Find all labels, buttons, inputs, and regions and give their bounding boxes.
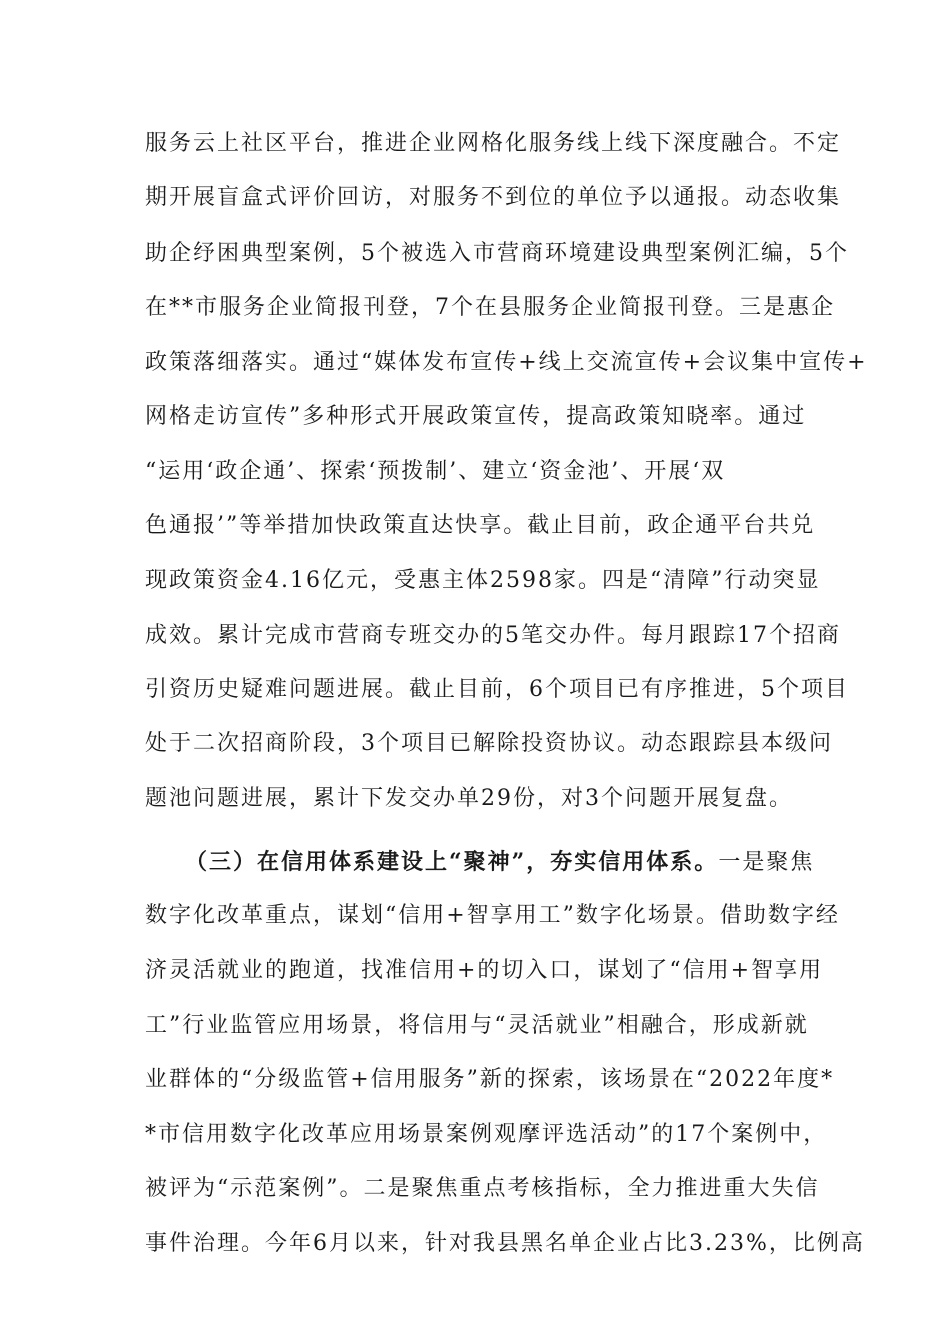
paragraph-line: 服务云上社区平台，推进企业网格化服务线上线下深度融合。不定 xyxy=(145,131,842,156)
paragraph-line: 工”行业监管应用场景，将信用与“灵活就业”相融合，形成新就 xyxy=(145,1013,809,1038)
paragraph-line: 期开展盲盒式评价回访，对服务不到位的单位予以通报。动态收集 xyxy=(145,185,842,210)
paragraph-line: *市信用数字化改革应用场景案例观摩评选活动”的17个案例中， xyxy=(145,1122,828,1147)
paragraph-line: “运用‘政企通’、探索‘预拨制’、建立‘资金池’、开展‘双 xyxy=(145,459,726,484)
paragraph-line: 题池问题进展，累计下发交办单29份，对3个问题开展复盘。 xyxy=(145,786,793,811)
paragraph-line: 政策落细落实。通过“媒体发布宣传+线上交流宣传+会议集中宣传+ xyxy=(145,350,868,375)
heading-line-rest: 一是聚焦 xyxy=(718,850,815,875)
paragraph-line: 引资历史疑难问题进展。截止目前，6个项目已有序推进，5个项目 xyxy=(145,677,849,702)
paragraph-line: 在**市服务企业简报刊登，7个在县服务企业简报刊登。三是惠企 xyxy=(145,295,835,320)
paragraph-line: 业群体的“分级监管+信用服务”新的探索，该场景在“2022年度* xyxy=(145,1067,835,1092)
paragraph-line: 济灵活就业的跑道，找准信用+的切入口，谋划了“信用+智享用 xyxy=(145,958,824,983)
paragraph-line: 成效。累计完成市营商专班交办的5笔交办件。每月跟踪17个招商 xyxy=(145,623,841,648)
paragraph-line: 被评为“示范案例”。二是聚焦重点考核指标，全力推进重大失信 xyxy=(145,1176,820,1201)
paragraph-line: 处于二次招商阶段，3个项目已解除投资协议。动态跟踪县本级问 xyxy=(145,731,833,756)
paragraph-line: 色通报’”等举措加快政策直达快享。截止目前，政企通平台共兑 xyxy=(145,513,816,538)
paragraph-line: 事件治理。今年6月以来，针对我县黑名单企业占比3.23%，比例高 xyxy=(145,1231,865,1256)
section-heading: （三）在信用体系建设上“聚神”，夯实信用体系。 xyxy=(185,849,719,875)
paragraph-line: 网格走访宣传”多种形式开展政策宣传，提高政策知晓率。通过 xyxy=(145,404,807,429)
paragraph-line: 数字化改革重点，谋划“信用+智享用工”数字化场景。借助数字经 xyxy=(145,903,840,928)
paragraph-line: 现政策资金4.16亿元，受惠主体2598家。四是“清障”行动突显 xyxy=(145,568,821,593)
paragraph-line: 助企纾困典型案例，5个被选入市营商环境建设典型案例汇编，5个 xyxy=(145,241,849,266)
section-heading-line xyxy=(185,842,815,882)
